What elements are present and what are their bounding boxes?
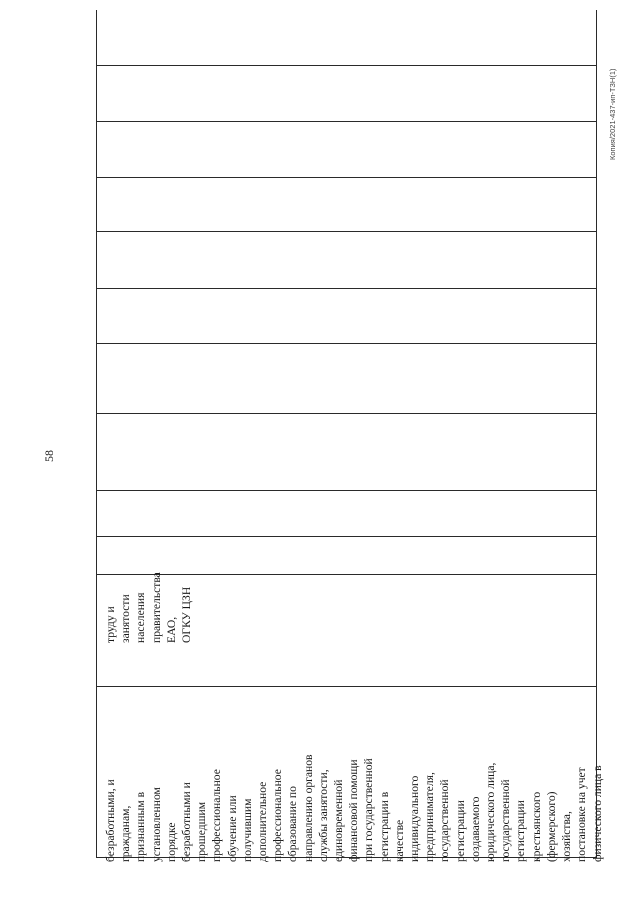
column-separator	[96, 65, 597, 66]
page-number: 58	[42, 450, 56, 462]
table-left-border	[96, 10, 97, 857]
table-cell-description: безработными, и гражданам, признанным в установленном порядке безработными и прошедшим профессиональное обучение или получившим дополнительное профессиональное образование по направлению органов службы занятости, единовременной финансовой помощи при государственной регистрации в качестве индивидуального предпринимателя, государственной регистрации создаваемого юридического лица, государственной регистрации крестьянского (фермерского) хозяйства, постановке на учет физического лица в	[104, 754, 604, 862]
column-separator	[96, 490, 597, 491]
column-separator	[96, 343, 597, 344]
column-separator	[96, 121, 597, 122]
table-cell-executor: труду и занятости населения правительства ЕАО, ОГКУ ЦЗН	[104, 572, 194, 643]
document-code: Копия/2021-437-ип-ТЗН(1)	[608, 68, 617, 160]
column-separator	[96, 177, 597, 178]
column-separator	[96, 231, 597, 232]
column-separator	[96, 536, 597, 537]
column-separator	[96, 413, 597, 414]
column-separator	[96, 288, 597, 289]
